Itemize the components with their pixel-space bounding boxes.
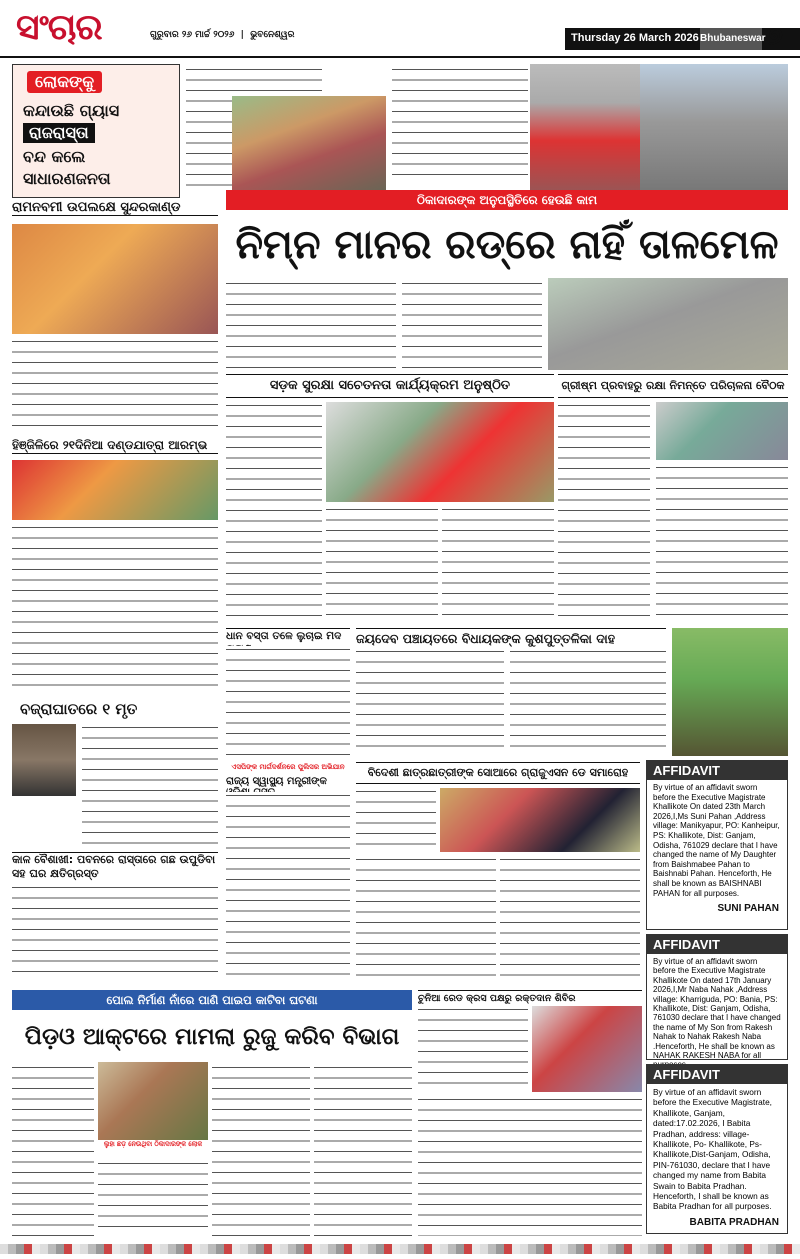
main-story-kicker: ଠିକାଦାରଙ୍କ ଅନୁପସ୍ଥିତିରେ ହେଉଛି କାମ: [226, 190, 788, 210]
affidavit-3-title: AFFIDAVIT: [647, 1065, 787, 1084]
health-camp-text-1: [418, 1006, 528, 1092]
pipe-story-text-3: [212, 1064, 310, 1236]
main-story-headline: ନିମ୍ନ ମାନର ରଡ୍‌ରେ ନାହିଁ ତାଳମେଳ: [235, 222, 779, 268]
hinjili-text: [12, 524, 218, 694]
date-en: Thursday 26 March 2026: [571, 32, 699, 44]
pipe-story-text-4: [314, 1064, 412, 1236]
road-safety-text-3: [442, 506, 554, 622]
road-safety-text-2: [326, 506, 438, 622]
page-number: ୭: [768, 22, 783, 50]
jayadev-text-2: [510, 648, 666, 752]
kalakosai-text: [12, 884, 218, 980]
main-story-text-2: [402, 280, 542, 370]
heatwave-photo: [656, 402, 788, 460]
lightning-text: [82, 724, 218, 848]
graduation-title: ବିଦେଶୀ ଛାତ୍ରଛାତ୍ରୀଙ୍କ ସୋଆରେ ଗ୍ରାଜୁଏସନ ଡେ ସମାରୋହ: [356, 762, 640, 784]
pipe-story-headline: ପିଡ଼ଓ ଆକ୍ଟରେ ମାମଲା ରୁଜୁ କରିବ ବିଭାଗ: [24, 1024, 400, 1050]
affidavit-3-body: By virtue of an affidavit sworn before the Executive Magistrate, Khallikote, Ganjam, dated:17.02.2026, I Babita Pradhan, address: village-Khallikote, Po- Khallikote, Ps-Khallikote,Dist-Ganjam, Odisha, PIN-761030, declare that I have changed my name from Babita Swain to Babita Pradhan. Henceforth, I shall be known as Babita Pradhan for all purposes.: [653, 1087, 772, 1212]
affidavit-1: [646, 760, 788, 930]
liquor-text: [226, 646, 350, 756]
affidavit-1-sign: SUNI PAHAN: [717, 903, 779, 915]
lightning-title: ବଜ୍ରାଘାତରେ ୧ ମୃତ: [20, 700, 138, 718]
health-camp-text-2: [418, 1096, 642, 1236]
graduation-text-3: [500, 856, 640, 982]
liquor-title: ଧାନ ବସ୍ତା ତଳେ ଲୁଚାଇ ମଦ: [226, 628, 350, 656]
pipe-story-photo-caption: ଲୁହା ଛଡ଼ ନେଉଥିବା ଠିକାଦାରଙ୍କ ଲୋକ: [103, 1140, 203, 1148]
pipe-story-text-2: [98, 1160, 208, 1236]
road-safety-photo: [326, 402, 554, 502]
affidavit-3-sign: BABITA PRADHAN: [689, 1216, 779, 1228]
ramanavami-text: [12, 338, 218, 434]
hinjili-photo: [12, 460, 218, 520]
lightning-victim-photo: [12, 724, 76, 796]
top-left-banner: [12, 64, 180, 198]
road-safety-text-1: [226, 402, 322, 622]
kalakosai-story: [12, 852, 218, 982]
print-color-strip: [0, 1244, 800, 1254]
pipe-story-kicker: ପୋଲ ନିର୍ମାଣ ନାଁରେ ପାଣି ପାଇପ କାଟିବା ଘଟଣା: [12, 990, 412, 1010]
minister-title: ରାଜ୍ୟ ସ୍ୱାସ୍ଥ୍ୟ ମନ୍ତ୍ରୀଙ୍କ: [226, 776, 327, 787]
heatwave-text-2: [656, 464, 788, 622]
masthead-city-box: Bhubaneswar: [700, 28, 762, 50]
newspaper-logo: ସଂଚାର: [16, 6, 102, 48]
gas-protest-photo-1: [232, 96, 386, 194]
graduation-text-1: [356, 788, 436, 852]
banner-line1: କନ୍ଦାଉଛି ଗ୍ୟାସ: [23, 101, 120, 120]
affidavit-2: [646, 934, 788, 1060]
affidavit-2-title: AFFIDAVIT: [647, 935, 787, 954]
gas-road-photo: [640, 64, 788, 192]
gas-cylinder-photo: [530, 64, 640, 192]
affidavit-2-body: By virtue of an affidavit sworn before the Executive Magistrate Khallikote On dated 17th January 2026,I,Mr Naba Nahak ,Address village: Kharriguda, PO: Bania, PS: Khallikote, Dist: Ganjam, Odisha, 761030 declare that I have changed the name of My Son from Rakesh Nahak to Nahak Rakesh Naba .Henceforth, He shall be known as NAHAK RAKESH NABA for all: [653, 957, 781, 1061]
banner-line4: ସାଧାରଣଜନତା: [23, 169, 111, 188]
minister-text: [226, 792, 350, 982]
hinjili-title: ହିଞ୍ଜିଳିରେ ୨୧ଦିନିଆ ଦଣ୍ଡଯାତ୍ରା ଆରମ୍ଭ: [12, 438, 218, 454]
main-story-text-1: [226, 280, 396, 370]
ramanavami-story: [12, 200, 218, 435]
affidavit-1-title: AFFIDAVIT: [647, 761, 787, 780]
banner-line3: ବନ୍ଦ କଲେ: [23, 147, 86, 166]
pipe-story-text-1: [12, 1064, 94, 1236]
heatwave-title: ଗ୍ରୀଷ୍ମ ପ୍ରବାହରୁ ରକ୍ଷା ନିମନ୍ତେ ପରିଚାଳନା ବୈଠକ: [558, 374, 788, 398]
jayadev-title: ଜୟଦେବ ପଞ୍ଚାୟତରେ ବିଧାୟକଙ୍କ କୁଶପୁତ୍ତଳିକା ଦାହ: [356, 628, 666, 647]
masthead: [0, 0, 800, 58]
sp-caption: ଏସପିଙ୍କ ମାର୍ଗଦର୍ଶନରେ ପୁଲିସର ଅଭିଯାନ: [226, 760, 350, 774]
ramanavami-photo: [12, 224, 218, 334]
hinjili-story: [12, 438, 218, 696]
jayadev-effigy-photo: [672, 628, 788, 756]
jayadev-text-1: [356, 648, 504, 752]
kalakosai-title: କାଳ ବୈଶାଖୀ: ପବନରେ ରାସ୍ତାରେ ଗଛ ଉପୁଡିବା ସହ ଘର କ୍ଷତିଗ୍ରସ୍ତ: [12, 852, 218, 881]
road-safety-title: ସଡ଼କ ସୁରକ୍ଷା ସଚେତନତା କାର୍ଯ୍ୟକ୍ରମ ଅନୁଷ୍ଠିତ: [226, 374, 554, 398]
city-odia: ଭୁବନେଶ୍ୱର: [250, 30, 295, 40]
graduation-text-2: [356, 856, 496, 982]
banner-tag: ଲୋକଙ୍କୁ: [27, 71, 102, 93]
masthead-date-odia: ଗୁରୁବାର ୨୬ ମାର୍ଚ୍ଚ ୨୦୨୬ | ଭୁବନେଶ୍ୱର: [150, 30, 295, 40]
health-camp-photo: [532, 1006, 642, 1092]
affidavit-1-body: By virtue of an affidavit sworn before the Executive Magistrate Khallikote On dated 23th March 2026,I,Ms Suni Pahan ,Address village: Manikyapur, PO: Kanheipur, PS: Khallikote, Dist: Ganjam, Odisha, 761029 declare that I have changed the name of My Daughter from Baishmabee Pahan to Baishnabi Pahan. Henceforth, He shall be known as BAISHNABI PAHAN for all purposes.: [653, 783, 780, 898]
ramanavami-title: ରାମନବମୀ ଉପଲକ୍ଷେ ସୁନ୍ଦରକାଣ୍ଡ: [12, 200, 218, 216]
gas-story-text-2: [392, 66, 528, 176]
heatwave-text-1: [558, 402, 650, 622]
lightning-story: [12, 700, 218, 850]
pipe-story-photo: [98, 1062, 208, 1140]
affidavit-3: [646, 1064, 788, 1234]
banner-line2: ରାଜରାସ୍ତା: [23, 123, 95, 143]
health-camp-title: ଚୁନିଆ ରେଡ କ୍ରସ ପକ୍ଷରୁ ରକ୍ତଦାନ ଶିବିର: [418, 990, 642, 1004]
date-odia: ଗୁରୁବାର ୨୬ ମାର୍ଚ୍ଚ ୨୦୨୬: [150, 30, 235, 40]
main-story-photo: [548, 278, 788, 370]
graduation-photo: [440, 788, 640, 852]
